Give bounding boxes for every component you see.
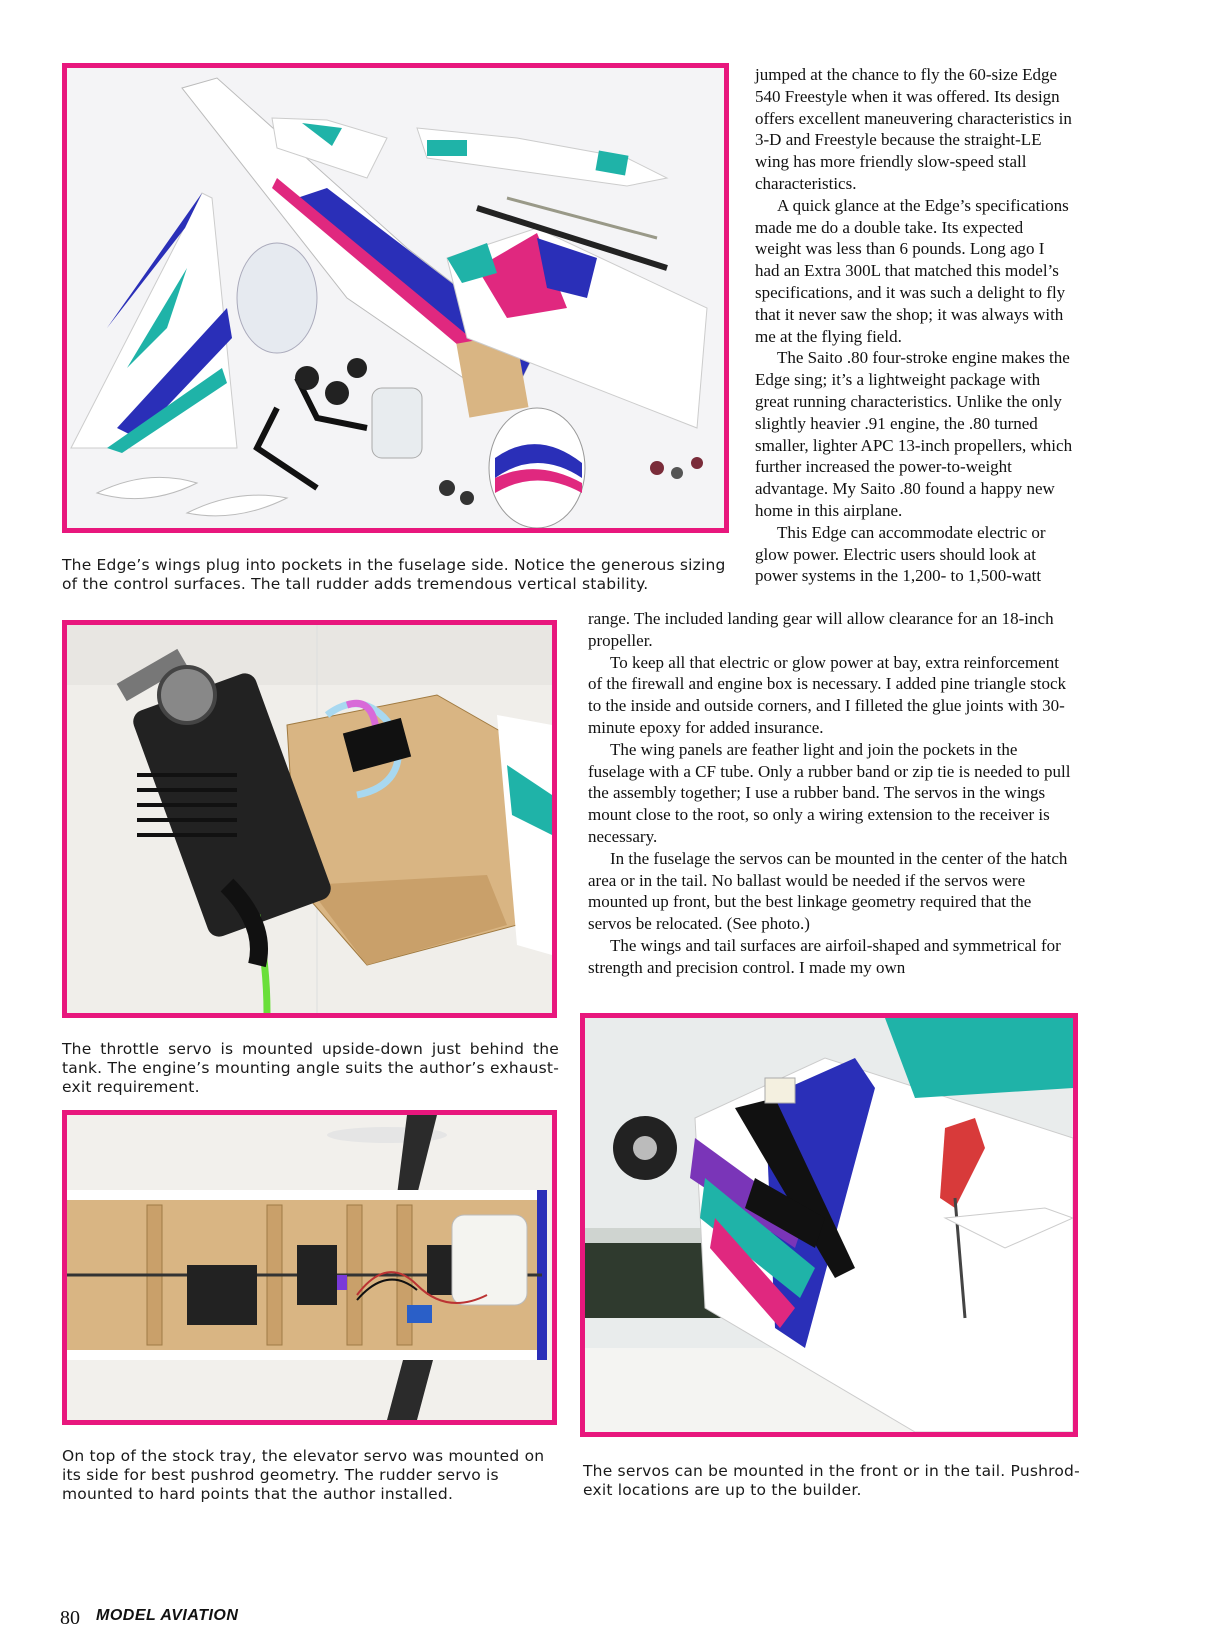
article-paragraph: range. The included landing gear will allow clearance for an 18-inch propeller. xyxy=(588,609,1054,650)
article-column-right xyxy=(755,64,1073,587)
tail-servos-illustration xyxy=(585,1018,1073,1432)
article-paragraph: To keep all that electric or glow power at bay, extra reinforcement of the firewall and engine box is necessary. I added pine triangle stock to the inside and outside corners, and I filleted the glue joints with 30-minute epoxy for added insurance. xyxy=(588,652,1067,737)
article-paragraph: A quick glance at the Edge’s specifications made me do a double take. Its expected weight was less than 6 pounds. Long ago I had an Extra 300L that matched this model’s specifications, and it was such a delight to fly that it never saw the shop; it was always with me at the flying field. xyxy=(755,195,1069,346)
kit-parts-illustration xyxy=(67,68,724,528)
article-column-wide xyxy=(588,608,1073,979)
engine-mount-illustration xyxy=(67,625,552,1013)
article-paragraph: This Edge can accommodate electric or glow power. Electric users should look at power systems in the 1,200- to 1,500-watt xyxy=(755,522,1046,586)
article-paragraph: jumped at the chance to fly the 60-size Edge 540 Freestyle when it was offered. Its design offers excellent maneuvering characteristics in 3-D and Freestyle because the straight-LE wing has more friendly slow-speed stall characteristics. xyxy=(755,65,1072,193)
caption-photo-kit-parts: The Edge’s wings plug into pockets in the fuselage side. Notice the generous sizing of the control surfaces. The tall rudder adds tremendous vertical stability. xyxy=(62,556,726,593)
article-paragraph: The wings and tail surfaces are airfoil-shaped and symmetrical for strength and precision control. I made my own xyxy=(588,935,1061,977)
page-number: 80 xyxy=(60,1607,80,1629)
article-paragraph: The wing panels are feather light and join the pockets in the fuselage with a CF tube. Only a rubber band or zip tie is needed to pull the assembly together; I use a rubber band. The servos in the wings mount close to the root, so only a wiring extension to the receiver is necessary. xyxy=(588,739,1071,846)
caption-photo-engine-mount: The throttle servo is mounted upside-down just behind the tank. The engine’s mounting angle suits the author’s exhaust-exit requirement. xyxy=(62,1040,559,1096)
stock-tray-illustration xyxy=(67,1115,552,1420)
caption-photo-tail-servos: The servos can be mounted in the front or in the tail. Pushrod-exit locations are up to the builder. xyxy=(583,1462,1080,1499)
caption-photo-stock-tray: On top of the stock tray, the elevator servo was mounted on its side for best pushrod geometry. The rudder servo is mounted to hard points that the author installed. xyxy=(62,1447,545,1503)
magazine-name: MODEL AVIATION xyxy=(96,1607,239,1624)
article-paragraph: The Saito .80 four-stroke engine makes the Edge sing; it’s a lightweight package with great running characteristics. Unlike the only slightly heavier .91 engine, the .80 turned smaller, lighter APC 13-inch propellers, which further increased the power-to-weight advantage. My Saito .80 found a happy new home in this airplane. xyxy=(755,348,1073,520)
photo-tail-servos xyxy=(580,1013,1078,1437)
article-paragraph: In the fuselage the servos can be mounted in the center of the hatch area or in the tail. No ballast would be needed if the servos were mounted up front, but the best linkage geometry required that the servos be relocated. (See photo.) xyxy=(588,848,1068,934)
photo-kit-parts xyxy=(62,63,729,533)
photo-stock-tray xyxy=(62,1110,557,1425)
photo-engine-mount xyxy=(62,620,557,1018)
